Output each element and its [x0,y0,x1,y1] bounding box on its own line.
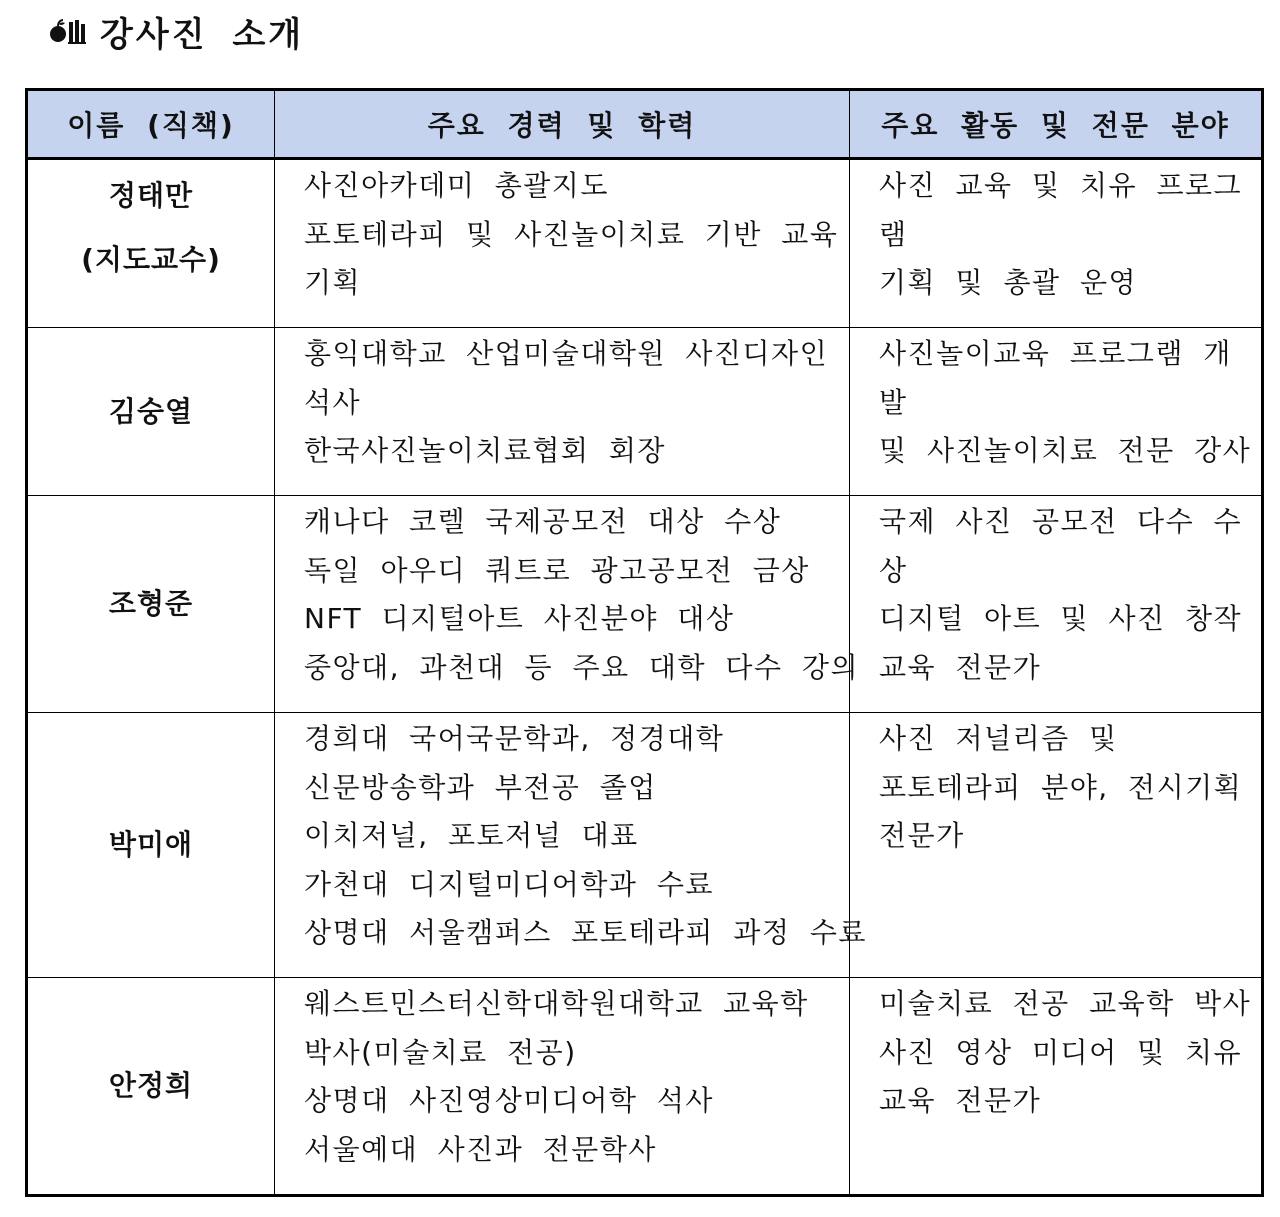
career-line: 이치저널, 포토저널 대표 [304,819,639,852]
career-line: 중앙대, 과천대 등 주요 대학 다수 강의 [304,650,860,684]
activity-cell [850,713,1263,978]
instructor-role: (지도교수) [81,243,221,276]
career-cell [275,496,860,713]
activity-line: 디지털 아트 및 사진 창작 [879,602,1243,635]
activity-line: 미술치료 전공 교육학 박사 [879,987,1252,1020]
activity-line: 기획 및 총괄 운영 [879,266,1138,299]
career-line: 포토테라피 및 사진놀이치료 기반 교육 [304,217,839,251]
career-line: 기획 [304,266,362,299]
header-name-role: 이름 (직책) [27,90,275,159]
activity-line: 사진 저널리즘 및 [879,722,1118,755]
apple-books-icon [48,18,86,44]
activity-line: 교육 전문가 [879,1084,1042,1117]
career-line: 가천대 디지털미디어학과 수료 [304,867,714,901]
activity-line: 국제 사진 공모전 다수 수상 [879,505,1243,587]
instructor-name: 박미애 [108,828,194,861]
instructor-name: 안정희 [108,1069,194,1102]
header-career: 주요 경력 및 학력 [275,90,850,159]
career-line: 웨스트민스터신학대학원대학교 교육학 [304,987,809,1020]
activity-line: 사진 영상 미디어 및 치유 [879,1035,1243,1069]
career-cell [275,978,850,1196]
instructor-name-cell [27,496,275,713]
career-line: 서울예대 사진과 전문학사 [304,1132,657,1166]
table-header-row [27,90,1263,159]
instructor-name-cell [27,978,275,1196]
career-line: 상명대 사진영상미디어학 석사 [304,1084,714,1117]
career-cell [275,159,850,328]
career-line: 상명대 서울캠퍼스 포토테라피 과정 수료 [304,916,867,949]
career-line: 한국사진놀이치료협회 회장 [304,434,666,467]
page-title: 강사진 소개 [100,14,305,55]
career-line: 캐나다 코렐 국제공모전 대상 수상 [304,505,782,538]
instructor-name: 김숭열 [108,394,194,428]
career-line: 독일 아우디 쿼트로 광고공모전 금상 [304,553,810,587]
activity-line: 및 사진놀이치료 전문 강사 [879,434,1252,467]
activity-line: 사진놀이교육 프로그램 개발 [879,337,1232,419]
career-line: NFT 디지털아트 사진분야 대상 [304,602,735,635]
table-row [27,496,1263,713]
activity-cell [850,159,1263,328]
career-line: 사진아카데미 총괄지도 [304,169,609,202]
activity-line: 전문가 [879,819,965,852]
career-line: 석사 [304,385,362,419]
career-line: 홍익대학교 산업미술대학원 사진디자인 [304,337,829,370]
table-row [27,159,1263,328]
career-cell [275,328,850,496]
activity-line: 사진 교육 및 치유 프로그램 [879,169,1243,251]
instructor-name-cell [27,159,275,328]
career-line: 신문방송학과 부전공 졸업 [304,770,657,804]
activity-cell [850,328,1263,496]
instructor-name: 조형준 [108,587,194,620]
activity-cell [850,496,1263,713]
instructor-table [25,88,1264,1197]
section-heading [48,8,304,54]
instructor-name-cell [27,328,275,496]
activity-line: 포토테라피 분야, 전시기획 [879,770,1243,804]
instructor-name-cell [27,713,275,978]
header-activity: 주요 활동 및 전문 분야 [850,90,1263,159]
table-row [27,713,1263,978]
career-line: 박사(미술치료 전공) [304,1035,577,1069]
table-row [27,978,1263,1196]
activity-cell [850,978,1263,1196]
career-cell [275,713,867,978]
career-line: 경희대 국어국문학과, 정경대학 [304,722,725,755]
activity-line: 교육 전문가 [879,650,1042,684]
instructor-name: 정태만 [108,179,194,212]
table-row [27,328,1263,496]
